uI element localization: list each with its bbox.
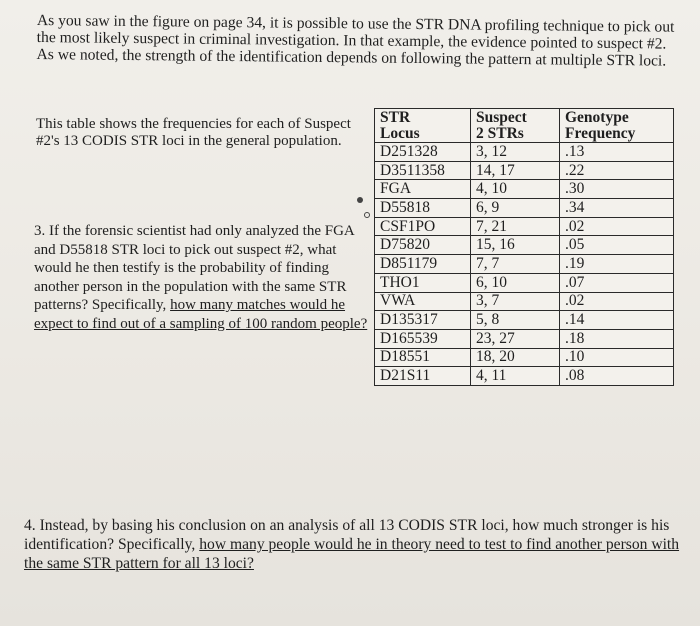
table-row xyxy=(375,348,674,367)
bullet-dot-icon xyxy=(357,197,363,203)
table-row xyxy=(375,217,674,236)
header-str-locus: STR Locus xyxy=(375,109,471,143)
table-row xyxy=(375,199,674,218)
frequency-cell: .22 xyxy=(560,161,674,180)
strs-cell: 3, 12 xyxy=(471,143,560,162)
table-row xyxy=(375,143,674,162)
table-caption-block xyxy=(36,116,361,150)
frequency-cell: .10 xyxy=(560,348,674,367)
strs-cell: 6, 10 xyxy=(471,273,560,292)
intro-paragraph xyxy=(36,12,676,70)
locus-cell: D851179 xyxy=(375,255,471,274)
table-row xyxy=(375,255,674,274)
frequency-cell: .30 xyxy=(560,180,674,199)
locus-cell: D135317 xyxy=(375,311,471,330)
locus-cell: D165539 xyxy=(375,329,471,348)
header-genotype-frequency: Genotype Frequency xyxy=(560,109,674,143)
strs-cell: 7, 21 xyxy=(471,217,560,236)
question-4-underlined: how many people would he in theory need to test to find another person with the same STR pattern for all 13 loci? xyxy=(24,536,680,572)
frequency-cell: .34 xyxy=(560,199,674,218)
table-caption: This table shows the frequencies for each of Suspect #2's 13 CODIS STR loci in the general population. xyxy=(36,116,351,149)
frequency-cell: .02 xyxy=(560,217,674,236)
frequency-cell: .18 xyxy=(560,329,674,348)
strs-cell: 7, 7 xyxy=(471,255,560,274)
table-row xyxy=(375,161,674,180)
question-3-text: 3. If the forensic scientist had only analyzed the FGA and D55818 STR loci to pick out suspect #2, what would he then testify is the probability of finding another person in the population with the same STR patterns? Specifically, xyxy=(34,223,354,313)
str-frequency-table xyxy=(374,108,674,386)
locus-cell: THO1 xyxy=(375,273,471,292)
frequency-cell: .14 xyxy=(560,311,674,330)
locus-cell: D75820 xyxy=(375,236,471,255)
frequency-cell: .02 xyxy=(560,292,674,311)
table-row xyxy=(375,311,674,330)
table-row xyxy=(375,329,674,348)
question-3-underlined: how many matches would he expect to find out of a sampling of 100 random people? xyxy=(34,297,368,332)
strs-cell: 18, 20 xyxy=(471,348,560,367)
locus-cell: FGA xyxy=(375,180,471,199)
question-3 xyxy=(34,222,369,333)
frequency-cell: .05 xyxy=(560,236,674,255)
question-4-text: 4. Instead, by basing his conclusion on an analysis of all 13 CODIS STR loci, how much stronger is his identification? Specifically, xyxy=(24,517,670,553)
locus-cell: D3511358 xyxy=(375,161,471,180)
locus-cell: VWA xyxy=(375,292,471,311)
header-suspect-strs: Suspect 2 STRs xyxy=(471,109,560,143)
locus-cell: D21S11 xyxy=(375,367,471,386)
strs-cell: 6, 9 xyxy=(471,199,560,218)
strs-cell: 4, 10 xyxy=(471,180,560,199)
strs-cell: 3, 7 xyxy=(471,292,560,311)
locus-cell: D18551 xyxy=(375,348,471,367)
table-row xyxy=(375,292,674,311)
strs-cell: 5, 8 xyxy=(471,311,560,330)
table-row xyxy=(375,236,674,255)
strs-cell: 14, 17 xyxy=(471,161,560,180)
locus-cell: D251328 xyxy=(375,143,471,162)
intro-text: As you saw in the figure on page 34, it is possible to use the STR DNA profiling technique to pick out the most likely suspect in criminal investigation. In that example, the evidence pointed to suspect #2. As we noted, the strength of the identification depends on following the pattern at multiple STR loci. xyxy=(36,12,675,70)
locus-cell: D55818 xyxy=(375,199,471,218)
frequency-cell: .08 xyxy=(560,367,674,386)
table-header-row xyxy=(375,109,674,143)
question-4 xyxy=(24,516,700,573)
strs-cell: 15, 16 xyxy=(471,236,560,255)
strs-cell: 23, 27 xyxy=(471,329,560,348)
strs-cell: 4, 11 xyxy=(471,367,560,386)
frequency-cell: .07 xyxy=(560,273,674,292)
bullet-ring-icon xyxy=(364,212,370,218)
question-4-paragraph xyxy=(24,516,700,573)
table-row xyxy=(375,367,674,386)
frequency-cell: .13 xyxy=(560,143,674,162)
table-row xyxy=(375,273,674,292)
locus-cell: CSF1PO xyxy=(375,217,471,236)
table-row xyxy=(375,180,674,199)
frequency-cell: .19 xyxy=(560,255,674,274)
